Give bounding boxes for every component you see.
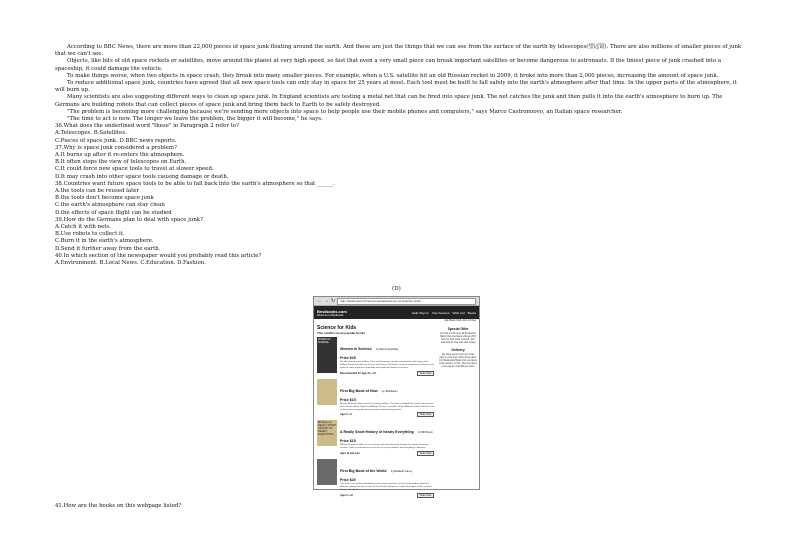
- passage-paragraph: "The time to act is now. The longer we leave the problem, the bigger it will become," he says.: [67, 116, 323, 123]
- book-description: This book is the perfect introduction to the seven continents. It tells young readers about the different animals that live on each of these lands and gives a simple description of the country's history and culture.: [340, 483, 433, 492]
- book-cover[interactable]: WOMEN IN SCIENCE: [317, 337, 337, 373]
- book-age: Ages 5—9: [340, 413, 352, 417]
- answer-option: D.the effects of space flight can be studied: [55, 209, 172, 216]
- nav-account[interactable]: Your Account: [431, 310, 450, 315]
- book-price: Price $15: [340, 397, 356, 402]
- question-41: 41.How are the books on this webpage listed?: [55, 503, 182, 509]
- site-logo[interactable]: Bestbooks.com: [317, 308, 347, 314]
- order-now-button[interactable]: Order Now: [417, 412, 435, 417]
- book-title[interactable]: First Big Book of the World: [340, 469, 387, 474]
- browser-toolbar: [314, 297, 479, 306]
- address-bar[interactable]: http://bestbooks.biz/recommended/science-for-kids/top-picks: [337, 298, 476, 305]
- list-item: [317, 420, 434, 456]
- answer-option: C.Pieces of space junk. D.BBC news reports.: [55, 137, 177, 144]
- sidebar: [437, 322, 479, 503]
- answer-option: C.the earth's atmosphere can stay clean: [55, 202, 165, 209]
- book-cover[interactable]: [317, 379, 337, 405]
- book-price: Price $25: [340, 356, 356, 360]
- answer-option: B.It often stops the view of telescopes on Earth.: [55, 159, 187, 166]
- answer-option: A.Catch it with nets.: [55, 224, 111, 231]
- passage-paragraph: To make things worse, when two objects in space crash, they break into many smaller pieces. For example, when a U.S. satellite hit an old Russian rocket in 2009, it broke into more than 2,000 pieces, increasing the amount of space junk.: [67, 72, 719, 79]
- delivery-text: We bring every book you order right to your door within three days. For Bestbooks Book Club members book delivery is free. Non-members must pay an extra $6 per book.: [439, 353, 477, 368]
- book-age: Ages 5—12: [340, 493, 353, 497]
- answer-option: A.Telescopes. B.Satellites.: [55, 130, 127, 137]
- book-author: by Bill Bryson: [418, 431, 433, 435]
- book-title[interactable]: A Really Short History of Nearly Everything: [340, 430, 414, 435]
- book-cover[interactable]: Bill Bryson A REALLY SHORT HISTORY OF NEARLY EVERYTHING: [317, 420, 337, 446]
- nav-wish-list[interactable]: Wish List: [452, 310, 465, 315]
- answer-option: D.It may crash into other space tools causing damage or death.: [55, 173, 229, 180]
- welcome-text: Welcome to Bestbooks: [317, 313, 344, 317]
- section-title: Science for Kids: [317, 325, 357, 331]
- book-title[interactable]: First Big Book of How: [340, 388, 378, 393]
- book-age: Recommended for Ages 11—13: [340, 371, 376, 375]
- book-cover[interactable]: [317, 459, 337, 485]
- passage-paragraph: Objects, like bits of old space rockets or satellites, move around the planet at very high speed, so fast that even a very small piece can break important satellites or become dangerous to astronauts. If the tiniest piece of junk crashed into a spaceship, it could damage the vehicle.: [55, 58, 722, 72]
- book-title[interactable]: Women in Science: [340, 347, 372, 351]
- passage-paragraph: Many scientists are also suggesting different ways to clean up space junk. In England scientists are testing a metal net that can be fired into space junk. The net catches the junk and then pulls it into the earth's atmosphere to burn up. The Germans are building robots that can collect pieces of space junk and bring them back to Earth to be safely destroyed.: [55, 94, 723, 108]
- answer-option: A.It burns up after it re-enters the atmosphere.: [55, 152, 185, 159]
- section-label: (D): [392, 286, 401, 292]
- answer-option: A.Environment. B.Local News. C.Education. D.Fashion.: [55, 260, 206, 267]
- special-offer-heading: Special Offer: [447, 327, 469, 331]
- question-40: 40.In which section of the newspaper would you probably read this article?: [55, 252, 262, 259]
- order-now-button[interactable]: Order Now: [417, 371, 435, 376]
- question-37: 37.Why is space junk considered a problem?: [55, 144, 177, 151]
- order-now-button[interactable]: Order Now: [417, 451, 435, 456]
- list-item: [317, 379, 434, 418]
- list-item: [317, 337, 434, 376]
- question-38: 38.Countries want future space tools to be able to fall back into the earth's atmosphere so that ______.: [55, 180, 335, 187]
- order-now-button[interactable]: Order Now: [417, 493, 435, 498]
- book-price: Price $15: [340, 439, 356, 444]
- book-price: Price $20: [340, 478, 356, 483]
- nav-books[interactable]: Books: [467, 310, 476, 315]
- passage-paragraph: According to BBC News, there are more than 22,000 pieces of space junk floating around the earth. And these are just the things that we can see from the surface of the earth by telescopes(望远镜). There are also millions of smaller pieces of junk that we can't see.: [55, 44, 742, 58]
- passage-and-questions: [55, 44, 747, 267]
- book-age: Ages 14 and over: [340, 452, 360, 456]
- section-subtitle: This month's most popular books: [317, 331, 366, 335]
- book-author: by Rachel Ignotofsky: [376, 348, 399, 351]
- nav-sign-in[interactable]: Hello Sign In: [411, 310, 429, 315]
- delivery-heading: Delivery: [451, 348, 465, 352]
- site-header: [314, 306, 479, 319]
- question-36: 36.What does the underlined word "these" in Paragraph 2 refer to?: [55, 123, 239, 130]
- answer-option: C.Burn it in the earth's atmosphere.: [55, 238, 154, 245]
- special-offer-text: For this month only, all Bestbooks Book Club members will pay 20% less for their book ordered. Join and click for free and start today!: [440, 332, 476, 344]
- refresh-icon[interactable]: ↻: [331, 297, 336, 304]
- webpage-screenshot: [313, 296, 480, 497]
- passage-paragraph: To reduce additional space junk, countries have agreed that all new space tools can only stay in space for 25 years at most. Each tool must be built to fall safely into the earth's atmosphere after that time. In the upper parts of the atmosphere, it will burn up.: [55, 80, 737, 94]
- back-arrow-icon[interactable]: ←: [317, 297, 322, 304]
- answer-option: A.the tools can be reused later: [55, 188, 140, 195]
- question-39: 39.How do the Germans plan to deal with space junk?: [55, 216, 203, 223]
- forward-arrow-icon[interactable]: →: [324, 297, 329, 304]
- book-author: by Elizabeth Carney: [390, 470, 413, 474]
- list-item: [317, 459, 434, 498]
- passage-paragraph: "The problem is becoming more challenging because we're sending more objects into space to help people use their mobile phones and computers," says Marco Castronuovo, an Italian space researcher.: [67, 108, 623, 115]
- answer-option: B.Use robots to collect it.: [55, 231, 125, 238]
- book-description: Bill Bryson takes readers on a very funny and educational trip through the history of modern science—from its astronomical successes to its great failures and everything in between.: [340, 444, 429, 450]
- book-list: [314, 322, 437, 503]
- answer-option: B.the tools don't become space junk: [55, 195, 154, 202]
- join-club-link[interactable]: Join Book Club Join for free: [444, 319, 476, 322]
- answer-option: D.Send it further away from the earth.: [55, 245, 161, 252]
- book-author: by Jill Esbaum: [382, 389, 398, 393]
- book-description: An excellent book about real life for young children. The book is divided into 4 parts: one for each of the Pacific, Arctic, Indian and Atlantic Oceans. It includes all the different animals found in each of those areas along with interesting facts and amazing pictures.: [340, 402, 435, 411]
- answer-option: C.It could force new space tools to travel at slower speed.: [55, 166, 214, 173]
- book-description: We all know the story of Marie Curie and her many scientific achievements. But many other brilliant female scientists are far less well known. This book is a great introduction to the lives and works of some of the most important and significant women in science.: [340, 361, 434, 369]
